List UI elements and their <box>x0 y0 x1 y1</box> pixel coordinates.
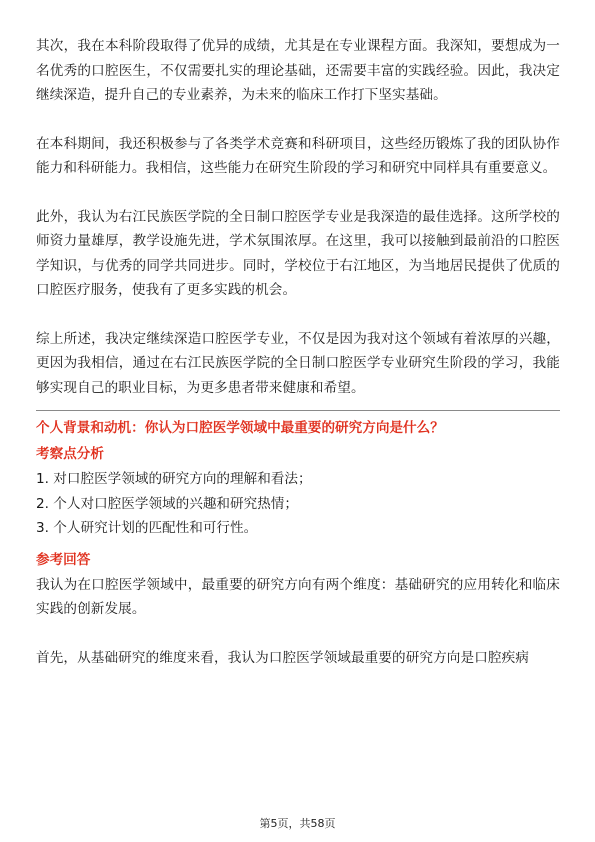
paragraph-continuation: 其次，我在本科阶段取得了优异的成绩，尤其是在专业课程方面。我深知，要想成为一名优秀的口腔医生，不仅需要扎实的理论基础，还需要丰富的实践经验。因此，我决定继续深造，提升自己的专业素养，为未来的临床工作打下坚实基础。 <box>36 38 560 103</box>
section-divider <box>36 410 560 411</box>
paragraph-school-choice: 此外，我认为右江民族医学院的全日制口腔医学专业是我深造的最佳选择。这所学校的师资力量雄厚，教学设施先进，学术氛围浓厚。在这里，我可以接触到最前沿的口腔医学知识，与优秀的同学共同进步。同时，学校位于右江地区，为当地居民提供了优质的口腔医疗服务，使我有了更多实践的机会。 <box>36 208 560 298</box>
interview-question: 个人背景和动机：你认为口腔医学领域中最重要的研究方向是什么？ <box>36 420 444 436</box>
list-item: 3. 个人研究计划的匹配性和可行性。 <box>36 520 258 536</box>
analysis-list <box>36 467 560 541</box>
answer-paragraph-intro: 我认为在口腔医学领域中，最重要的研究方向有两个维度：基础研究的应用转化和临床实践的创新发展。 <box>36 576 560 617</box>
page-number: 第5页，共58页 <box>259 817 336 830</box>
paragraph-conclusion: 综上所述，我决定继续深造口腔医学专业，不仅是因为我对这个领域有着浓厚的兴趣，更因为我相信，通过在右江民族医学院的全日制口腔医学专业研究生阶段的学习，我能够实现自己的职业目标，为更多患者带来健康和希望。 <box>36 330 560 396</box>
paragraph-research-experience: 在本科期间，我还积极参与了各类学术竞赛和科研项目，这些经历锻炼了我的团队协作能力和科研能力。我相信，这些能力在研究生阶段的学习和研究中同样具有重要意义。 <box>36 135 560 176</box>
list-item: 2. 个人对口腔医学领域的兴趣和研究热情； <box>36 495 298 512</box>
document-body <box>36 34 560 670</box>
answer-paragraph-first: 首先，从基础研究的维度来看，我认为口腔医学领域最重要的研究方向是口腔疾病 <box>36 649 529 666</box>
analysis-heading: 考察点分析 <box>36 446 104 462</box>
answer-heading: 参考回答 <box>36 551 91 568</box>
list-item: 1. 对口腔医学领域的研究方向的理解和看法； <box>36 471 312 487</box>
